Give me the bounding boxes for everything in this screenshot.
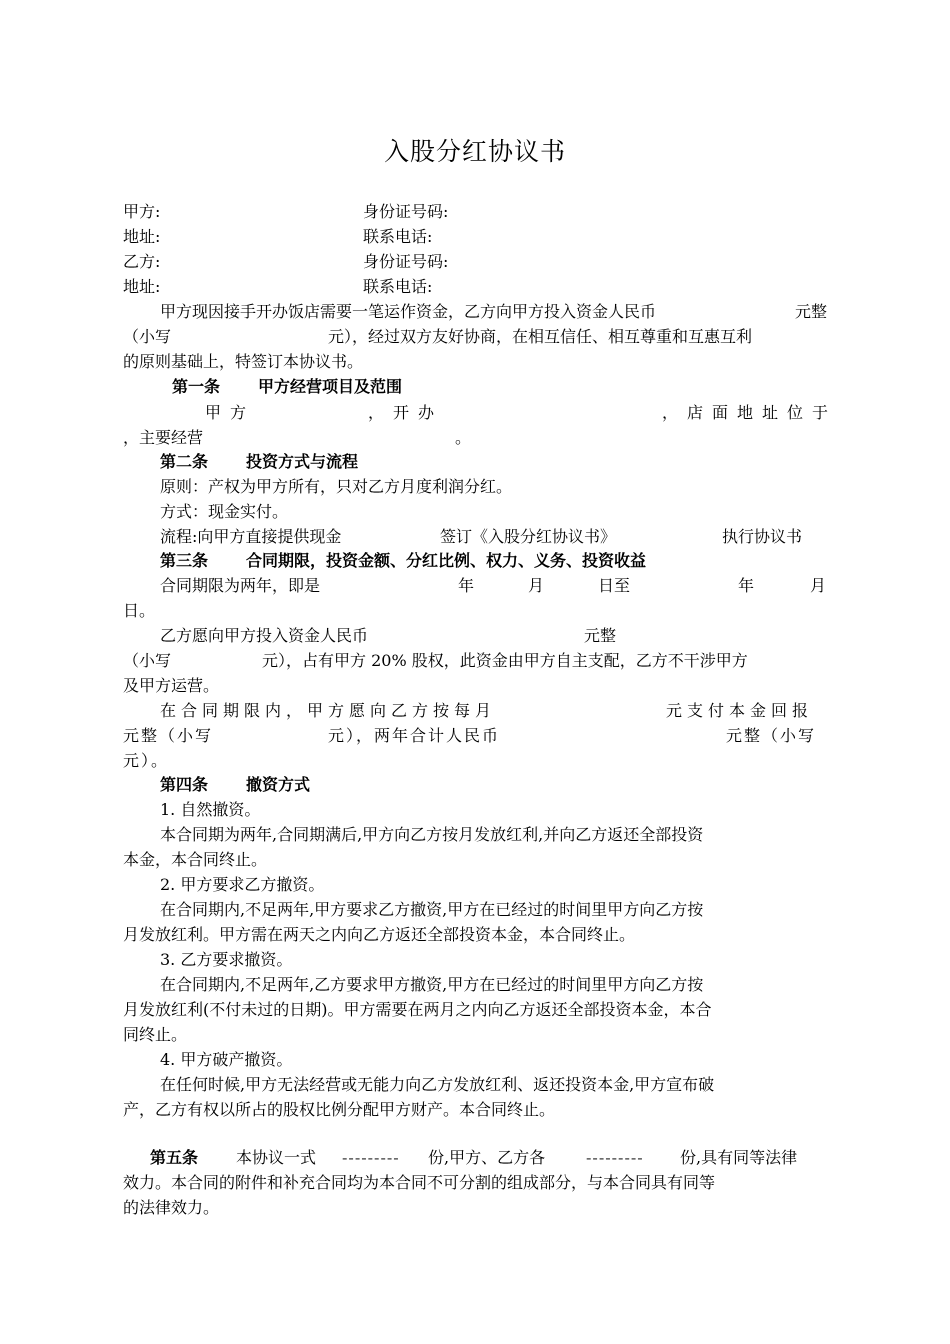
article-1-line-1a: 甲方 (205, 403, 256, 422)
intro-line-3: 的原则基础上，特签订本协议书。 (123, 352, 364, 371)
article-3-invest-end: 元整 (584, 626, 617, 645)
article-4-number: 第四条 (160, 775, 209, 794)
article-4-item-2-line-2: 月发放红利。甲方需在两天之内向乙方返还全部投资本金，本合同终止。 (123, 925, 636, 944)
article-2-flow-c: 执行协议书 (722, 527, 803, 546)
article-4-title: 撤资方式 (246, 775, 311, 794)
article-2-method: 方式：现金实付。 (160, 502, 289, 521)
article-3-pay-e: 元整（小写 (726, 726, 817, 745)
article-4-item-1-line-2: 本金，本合同终止。 (123, 850, 268, 869)
article-1-title: 甲方经营项目及范围 (258, 377, 403, 396)
article-4-item-4-line-1: 在任何时候,甲方无法经营或无能力向乙方发放红利、返还投资本金,甲方宣布破 (160, 1075, 715, 1094)
article-5-copies-blank: --------- (342, 1148, 400, 1167)
article-4-item-1: 1. 自然撤资。 (160, 800, 261, 819)
article-1-line-1b: ，开办 (368, 403, 444, 422)
article-3-pay-c: 元整（小写 (123, 726, 214, 745)
document-title: 入股分红协议书 (383, 137, 566, 166)
article-5-line-3: 的法律效力。 (123, 1198, 220, 1217)
article-2-number: 第二条 (160, 452, 209, 471)
article-1-line-1c: ，店面地址位于 (662, 403, 838, 422)
party-b-label: 乙方: (123, 252, 161, 271)
article-4-item-4: 4. 甲方破产撤资。 (160, 1050, 293, 1069)
article-4-item-3-line-3: 同终止。 (123, 1025, 188, 1044)
article-5-line-1c: 份,具有同等法律 (680, 1148, 798, 1167)
article-1-line-2b: 。 (455, 428, 472, 447)
article-3-term: 合同期限为两年，即是 (160, 576, 321, 595)
article-4-item-3-line-2: 月发放红利(不付未过的日期)。甲方需要在两月之内向乙方返还全部投资本金，本合 (123, 1000, 712, 1019)
article-3-invest: 乙方愿向甲方投入资金人民币 (160, 626, 369, 645)
article-3-share-start: （小写 (123, 651, 172, 670)
article-1-number: 第一条 (172, 377, 221, 396)
party-a-phone-label: 联系电话: (363, 227, 433, 246)
intro-line-1: 甲方现因接手开办饭店需要一笔运作资金，乙方向甲方投入资金人民币 (160, 302, 657, 321)
article-3-term-year-2: 年 (738, 576, 755, 595)
party-a-address-label: 地址: (123, 227, 161, 246)
article-3-share: 元），占有甲方 20% 股权，此资金由甲方自主支配，乙方不干涉甲方 (262, 651, 748, 670)
article-5-each-blank: --------- (586, 1148, 644, 1167)
party-a-id-label: 身份证号码: (363, 202, 449, 221)
article-4-item-3-line-1: 在合同期内,不足两年,乙方要求甲方撤资,甲方在已经过的时间里甲方向乙方按 (160, 975, 704, 994)
article-3-term-month-2: 月 (810, 576, 827, 595)
article-3-pay-a: 在合同期限内，甲方愿向乙方按每月 (160, 701, 497, 720)
article-5-line-2: 效力。本合同的附件和补充合同均为本合同不可分割的组成部分，与本合同具有同等 (123, 1173, 716, 1192)
article-5-line-1a: 本协议一式 (236, 1148, 317, 1167)
article-4-item-1-line-1: 本合同期为两年,合同期满后,甲方向乙方按月发放红利,并向乙方返还全部投资 (160, 825, 704, 844)
party-a-label: 甲方: (123, 202, 161, 221)
article-3-share-end: 及甲方运营。 (123, 676, 220, 695)
article-3-number: 第三条 (160, 551, 209, 570)
party-b-id-label: 身份证号码: (363, 252, 449, 271)
article-2-title: 投资方式与流程 (246, 452, 359, 471)
article-3-pay-d: 元），两年合计人民币 (328, 726, 501, 745)
article-4-item-2: 2. 甲方要求乙方撤资。 (160, 875, 325, 894)
article-2-principle: 原则：产权为甲方所有，只对乙方月度利润分红。 (160, 477, 513, 496)
article-4-item-2-line-1: 在合同期内,不足两年,甲方要求乙方撤资,甲方在已经过的时间里甲方向乙方按 (160, 900, 704, 919)
article-4-item-4-line-2: 产，乙方有权以所占的股权比例分配甲方财产。本合同终止。 (123, 1100, 556, 1119)
article-2-flow-b: 签订《入股分红协议书》 (440, 527, 617, 546)
article-2-flow-a: 流程:向甲方直接提供现金 (160, 527, 342, 546)
article-3-term-month-1: 月 (528, 576, 545, 595)
article-1-line-2a: ，主要经营 (123, 428, 204, 447)
article-3-term-end: 日。 (123, 601, 156, 620)
article-3-pay-f: 元）。 (123, 751, 170, 770)
party-b-address-label: 地址: (123, 277, 161, 296)
intro-line-1-end: 元整 (795, 302, 828, 321)
article-5-number: 第五条 (150, 1148, 199, 1167)
article-3-term-year-1: 年 (458, 576, 475, 595)
article-3-pay-b: 元支付本金回报 (666, 701, 814, 720)
article-5-line-1b: 份,甲方、乙方各 (428, 1148, 546, 1167)
article-3-title: 合同期限，投资金额、分红比例、权力、义务、投资收益 (246, 551, 647, 570)
article-3-term-day-1: 日至 (598, 576, 631, 595)
intro-line-2-start: （小写 (123, 327, 172, 346)
party-b-phone-label: 联系电话: (363, 277, 433, 296)
intro-line-2: 元），经过双方友好协商，在相互信任、相互尊重和互惠互利 (328, 327, 753, 346)
article-4-item-3: 3. 乙方要求撤资。 (160, 950, 293, 969)
